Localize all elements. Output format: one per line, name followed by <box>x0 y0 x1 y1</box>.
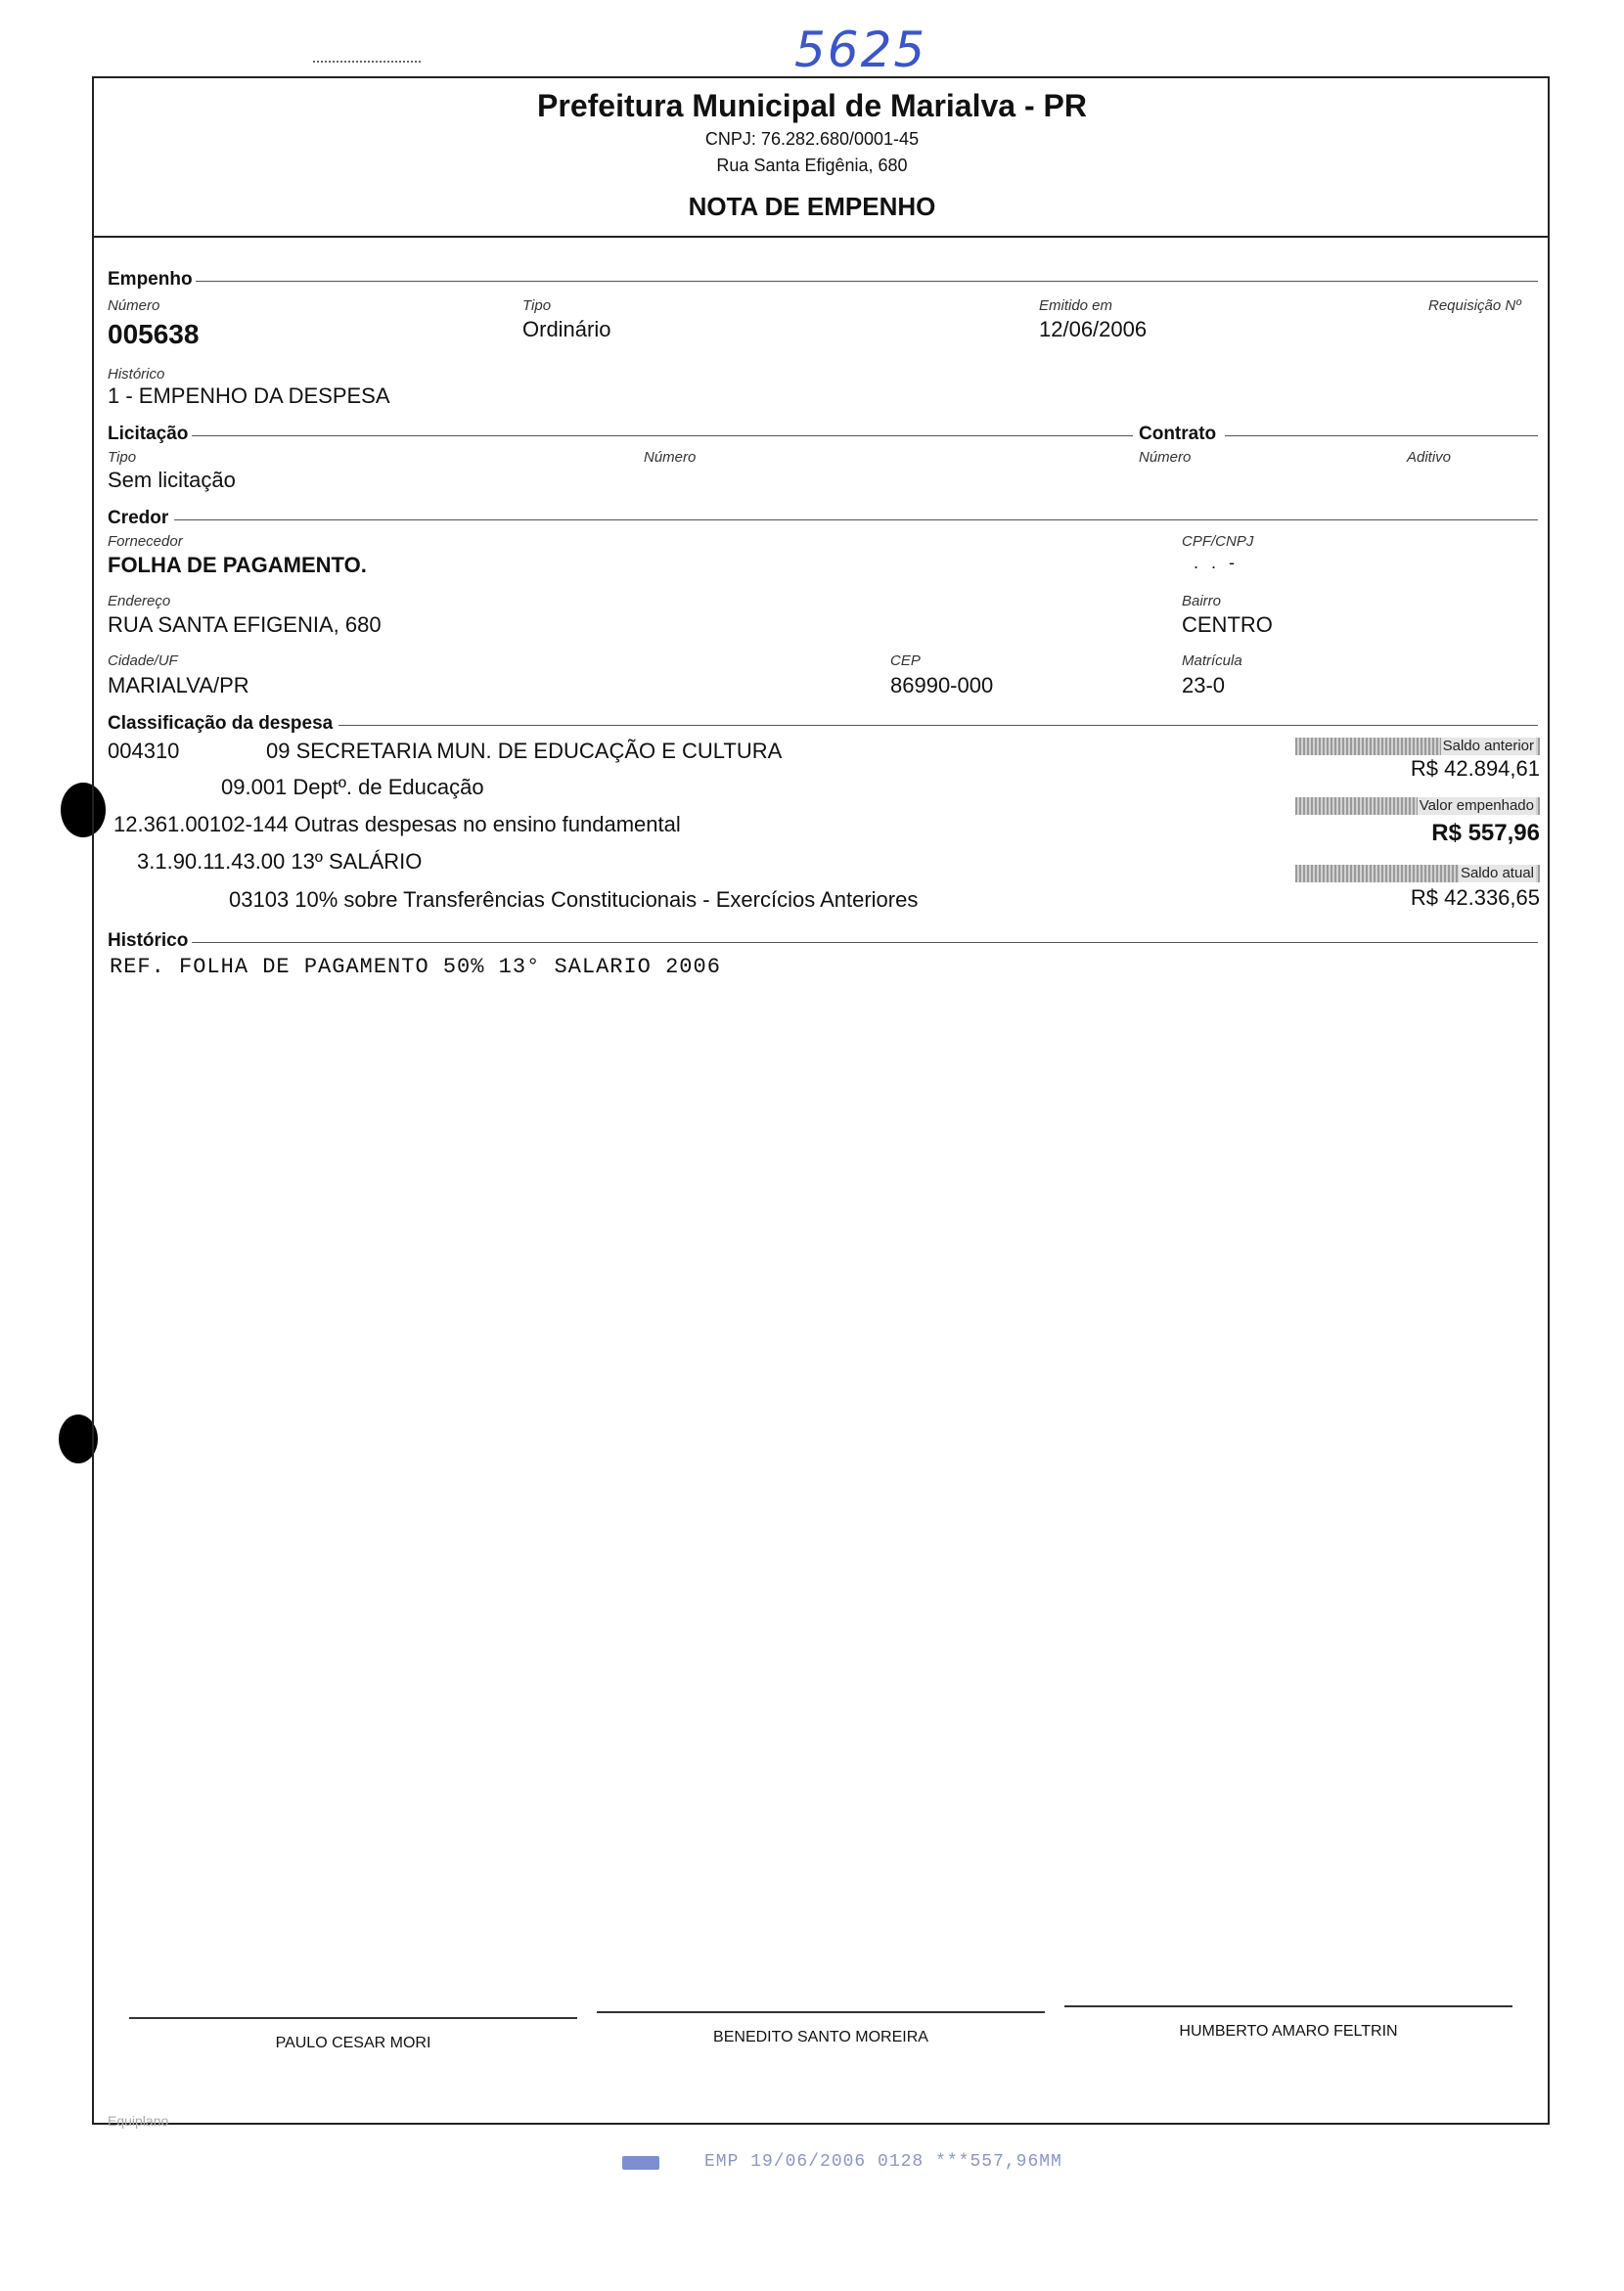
bairro-label: Bairro <box>1182 593 1222 609</box>
empenho-numero: 005638 <box>108 319 200 349</box>
signature-line-3 <box>1064 2005 1512 2007</box>
cidade: MARIALVA/PR <box>108 673 249 697</box>
contrato-numero-label: Número <box>1139 449 1192 466</box>
bairro: CENTRO <box>1182 612 1273 637</box>
empenho-numero-label: Número <box>108 297 160 314</box>
valor-empenhado: R$ 557,96 <box>1431 820 1540 846</box>
section-empenho-rule <box>196 281 1538 282</box>
cnpj: CNPJ: 76.282.680/0001-45 <box>704 129 920 149</box>
empenho-historico: 1 - EMPENHO DA DESPESA <box>108 383 390 408</box>
licitacao-tipo-label: Tipo <box>108 449 137 466</box>
section-contrato: Contrato <box>1139 424 1217 444</box>
cidade-label: Cidade/UF <box>108 652 178 669</box>
section-historico-rule <box>192 942 1538 943</box>
requisicao-label: Requisição Nº <box>1428 297 1521 314</box>
licitacao-numero-label: Número <box>644 449 697 466</box>
page-title: Prefeitura Municipal de Marialva - PR <box>537 88 1087 123</box>
valor-empenhado-label: Valor empenhado <box>1419 797 1534 814</box>
saldo-anterior-bar <box>1295 738 1540 755</box>
signature-line-1 <box>129 2017 577 2019</box>
saldo-anterior: R$ 42.894,61 <box>1410 756 1540 781</box>
cep-label: CEP <box>890 652 921 669</box>
footer-label: Equiplano <box>108 2113 169 2129</box>
processing-stamp: EMP 19/06/2006 0128 ***557,96MM <box>704 2152 1062 2172</box>
classificacao-secretaria: 09 SECRETARIA MUN. DE EDUCAÇÃO E CULTURA <box>266 739 783 763</box>
historico-text: REF. FOLHA DE PAGAMENTO 50% 13° SALARIO 2006 <box>110 955 721 979</box>
licitacao-tipo: Sem licitação <box>108 468 236 492</box>
section-classificacao: Classificação da despesa <box>108 713 334 734</box>
section-contrato-rule <box>1225 435 1538 436</box>
cpf-cnpj-label: CPF/CNPJ <box>1182 533 1254 550</box>
signature-line-2 <box>597 2011 1045 2013</box>
header-rule <box>92 236 1550 238</box>
signature-name-1: PAULO CESAR MORI <box>275 2035 431 2051</box>
section-credor-rule <box>174 519 1538 520</box>
saldo-atual: R$ 42.336,65 <box>1410 885 1540 910</box>
endereco-label: Endereço <box>108 593 171 609</box>
empenho-tipo-label: Tipo <box>522 297 552 314</box>
section-licitacao-rule <box>192 435 1133 436</box>
section-empenho: Empenho <box>108 269 193 290</box>
section-licitacao: Licitação <box>108 424 189 444</box>
section-classificacao-rule <box>338 725 1538 726</box>
handwritten-number: 5625 <box>794 22 927 78</box>
matricula-label: Matrícula <box>1182 652 1242 669</box>
header-address: Rua Santa Efigênia, 680 <box>716 156 908 175</box>
empenho-historico-label: Histórico <box>108 366 165 382</box>
fornecedor-label: Fornecedor <box>108 533 183 550</box>
saldo-atual-label: Saldo atual <box>1460 865 1534 881</box>
endereco: RUA SANTA EFIGENIA, 680 <box>108 612 382 637</box>
saldo-anterior-label: Saldo anterior <box>1442 738 1534 754</box>
emitido-label: Emitido em <box>1039 297 1113 314</box>
contrato-aditivo-label: Aditivo <box>1407 449 1452 466</box>
matricula: 23-0 <box>1182 673 1226 697</box>
cep: 86990-000 <box>890 673 994 697</box>
emitido-date: 12/06/2006 <box>1039 317 1148 341</box>
classificacao-departamento: 09.001 Deptº. de Educação <box>221 775 484 799</box>
stray-marks <box>313 61 421 63</box>
classificacao-fonte: 03103 10% sobre Transferências Constitucionais - Exercícios Anteriores <box>229 887 919 912</box>
section-credor: Credor <box>108 508 169 528</box>
classificacao-programa: 12.361.00102-144 Outras despesas no ensino fundamental <box>113 812 681 836</box>
saldo-atual-bar <box>1295 865 1540 882</box>
stamp-icon <box>622 2156 659 2170</box>
fornecedor: FOLHA DE PAGAMENTO. <box>108 553 367 577</box>
empenho-tipo: Ordinário <box>522 317 611 341</box>
document-title: NOTA DE EMPENHO <box>688 192 936 221</box>
cpf-cnpj: . . - <box>1194 553 1239 572</box>
signature-name-2: BENEDITO SANTO MOREIRA <box>713 2029 928 2045</box>
section-historico: Histórico <box>108 930 189 951</box>
signature-name-3: HUMBERTO AMARO FELTRIN <box>1179 2023 1398 2040</box>
classificacao-elemento: 3.1.90.11.43.00 13º SALÁRIO <box>137 849 423 874</box>
valor-empenhado-bar <box>1295 797 1540 815</box>
classificacao-code: 004310 <box>108 739 180 763</box>
